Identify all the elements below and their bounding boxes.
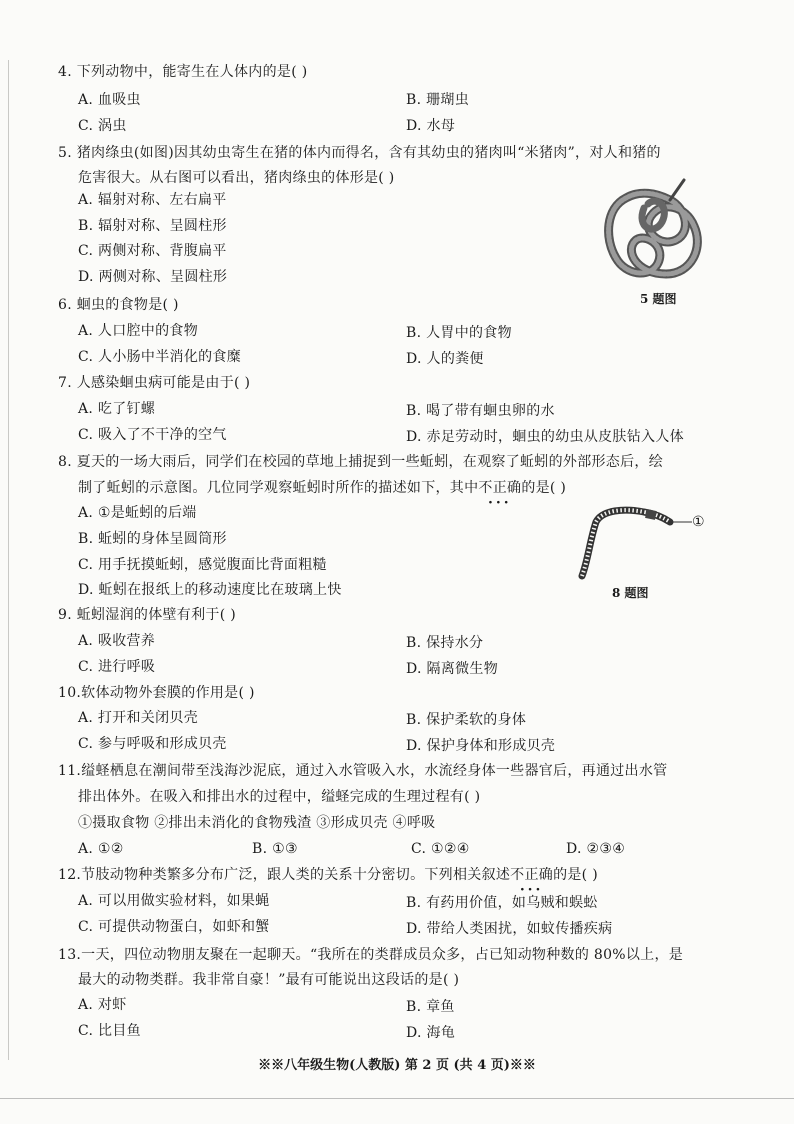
q12-option-a: A. 可以用做实验材料，如果蝇 [78,893,270,909]
q12-stem [58,865,598,885]
q13-stem-line2: 最大的动物类群。我非常自豪！”最有可能说出这段话的是( ) [78,972,460,988]
q8-figure-caption: 8 题图 [612,586,649,600]
q13-option-c: C. 比目鱼 [78,1023,141,1039]
q6-option-c: C. 人小肠中半消化的食糜 [78,349,242,365]
q11-stem-line2: 排出体外。在吸入和排出水的过程中，缢蛏完成的生理过程有( ) [78,789,481,805]
q8-stem-text: 制了蚯蚓的示意图。几位同学观察蚯蚓时所作的描述如下，其中 [78,480,479,496]
q12-option-b: B. 有药用价值，如乌贼和蜈蚣 [406,895,598,911]
q8-option-b: B. 蚯蚓的身体呈圆筒形 [78,531,227,547]
q8-stem-line2 [78,478,566,498]
q8-option-a: A. ①是蚯蚓的后端 [78,505,197,521]
q4-option-d: D. 水母 [406,118,456,134]
q7-option-a: A. 吃了钉螺 [78,401,156,417]
q10-option-b: B. 保护柔软的身体 [406,712,527,728]
q10-option-c: C. 参与呼吸和形成贝壳 [78,736,227,752]
q10-option-d: D. 保护身体和形成贝壳 [406,738,556,754]
q8-option-d: D. 蚯蚓在报纸上的移动速度比在玻璃上快 [78,582,342,598]
q8-stem-tail: 的是( ) [521,480,567,496]
q10-option-a: A. 打开和关闭贝壳 [78,710,199,726]
q11-option-a: A. ①② [78,841,124,857]
q12-option-c: C. 可提供动物蛋白，如虾和蟹 [78,919,270,935]
q8-option-c: C. 用手抚摸蚯蚓，感觉腹面比背面粗糙 [78,557,327,573]
q6-stem: 6. 蛔虫的食物是( ) [58,297,179,313]
q4-stem: 4. 下列动物中，能寄生在人体内的是( ) [58,64,308,80]
q12-emphasis: 不正确 ··· [510,867,553,883]
q13-option-b: B. 章鱼 [406,999,455,1015]
q6-option-a: A. 人口腔中的食物 [78,323,199,339]
q13-option-a: A. 对虾 [78,997,127,1013]
q8-stem-line1: 8. 夏天的一场大雨后，同学们在校园的草地上捕捉到一些蚯蚓，在观察了蚯蚓的外部形态后，绘 [58,454,664,470]
q11-stem-line1: 11.缢蛏栖息在潮间带至浅海沙泥底，通过入水管吸入水，水流经身体一些器官后，再通过出水管 [58,763,668,779]
q6-option-b: B. 人胃中的食物 [406,325,512,341]
q11-statements: ①摄取食物 ②排出未消化的食物残渣 ③形成贝壳 ④呼吸 [78,815,436,831]
q5-stem-line2: 危害很大。从右图可以看出，猪肉绦虫的体形是( ) [78,170,395,186]
q9-option-a: A. 吸收营养 [78,633,156,649]
q9-stem: 9. 蚯蚓湿润的体壁有利于( ) [58,607,236,623]
q5-option-b: B. 辐射对称、呈圆柱形 [78,218,227,234]
q12-option-d: D. 带给人类困扰，如蚊传播疾病 [406,921,613,937]
q7-option-b: B. 喝了带有蛔虫卵的水 [406,403,555,419]
q5-option-a: A. 辐射对称、左右扁平 [78,192,227,208]
q11-option-c: C. ①②④ [411,841,470,857]
q8-emphasis: 不正确 ··· [478,480,521,496]
q9-option-c: C. 进行呼吸 [78,659,156,675]
q4-option-c: C. 涡虫 [78,118,127,134]
q11-option-d: D. ②③④ [566,841,626,857]
page-edge-line [8,60,9,1060]
q7-option-c: C. 吸入了不干净的空气 [78,427,227,443]
q6-option-d: D. 人的粪便 [406,351,484,367]
q10-stem: 10.软体动物外套膜的作用是( ) [58,685,255,701]
q4-option-b: B. 珊瑚虫 [406,92,469,108]
q12-stem-tail: 的是( ) [553,867,598,883]
q8-figure-label: ① [692,514,705,530]
page-bottom-edge [0,1098,794,1099]
q9-option-d: D. 隔离微生物 [406,661,499,677]
page-footer: ※※八年级生物(人教版) 第 2 页 (共 4 页)※※ [258,1058,536,1073]
q11-option-b: B. ①③ [252,841,298,857]
q4-option-a: A. 血吸虫 [78,92,141,108]
q5-figure-caption: 5 题图 [640,292,677,306]
q7-option-d: D. 赤足劳动时，蛔虫的幼虫从皮肤钻入人体 [406,429,684,445]
tapeworm-figure [596,178,716,288]
q12-stem-text: 12.节肢动物种类繁多分布广泛，跟人类的关系十分密切。下列相关叙述 [58,867,511,883]
q5-option-d: D. 两侧对称、呈圆柱形 [78,269,228,285]
q9-option-b: B. 保持水分 [406,635,484,651]
q5-stem-line1: 5. 猪肉绦虫(如图)因其幼虫寄生在猪的体内而得名，含有其幼虫的猪肉叫“米猪肉”，对人和猪的 [58,145,661,161]
q7-stem: 7. 人感染蛔虫病可能是由于( ) [58,375,251,391]
q13-option-d: D. 海龟 [406,1025,456,1041]
q5-option-c: C. 两侧对称、背腹扁平 [78,243,227,259]
q13-stem-line1: 13.一天，四位动物朋友聚在一起聊天。“我所在的类群成员众多，占已知动物种数的 80%以上，是 [58,947,684,963]
